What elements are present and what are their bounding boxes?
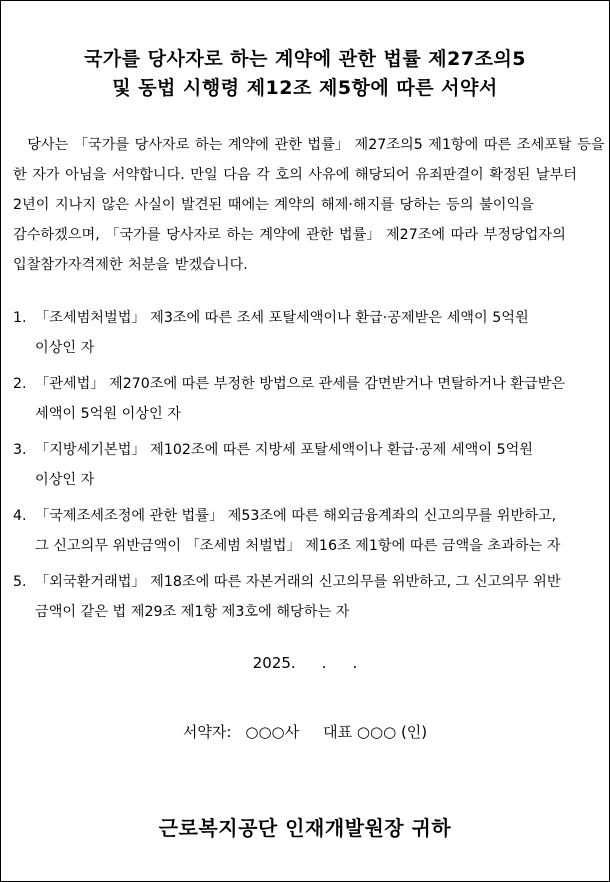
intro-line-3: 2년이 지나지 않은 사실이 발견된 때에는 계약의 해제·해지를 당하는 등의 불이익을 bbox=[13, 197, 534, 213]
signer-label: 서약자: bbox=[182, 723, 232, 741]
date-day-dot: . bbox=[352, 654, 358, 672]
item-number: 2. bbox=[13, 376, 27, 392]
intro-line-4: 감수하겠으며, 「국가를 당사자로 하는 계약에 관한 법률」 제27조에 따라 부정당업자의 bbox=[13, 227, 566, 243]
title-line-2: 및 동법 시행령 제12조 제5항에 따른 서약서 bbox=[112, 77, 498, 99]
intro-line-2: 한 자가 아님을 서약합니다. 만일 다음 각 호의 사유에 해당되어 유죄판결이 확정된 날부터 bbox=[13, 167, 578, 183]
signer-line bbox=[1, 720, 609, 744]
recipient-line: 근로복지공단 인재개발원장 귀하 bbox=[158, 816, 452, 840]
item-line: 「외국환거래법」 제18조에 따른 자본거래의 신고의무를 위반하고, 그 신고의무 위반 bbox=[35, 574, 561, 590]
list-item bbox=[13, 369, 597, 429]
item-number: 5. bbox=[13, 574, 27, 590]
item-number: 1. bbox=[13, 310, 27, 326]
item-line: 「지방세기본법」 제102조에 따른 지방세 포탈세액이나 환급·공제 세액이 5억원 bbox=[35, 442, 534, 458]
item-line: 그 신고의무 위반금액이 「조세범 처벌법」 제16조 제1항에 따른 금액을 초과하는 자 bbox=[35, 538, 561, 554]
condition-list bbox=[13, 303, 597, 633]
seal-mark: (인) bbox=[400, 723, 428, 741]
item-text bbox=[35, 567, 597, 627]
document-title bbox=[1, 45, 609, 103]
item-number: 4. bbox=[13, 508, 27, 524]
list-item bbox=[13, 303, 597, 363]
intro-line-5: 입찰참가자격제한 처분을 받겠습니다. bbox=[13, 257, 248, 273]
item-text bbox=[35, 303, 597, 363]
item-text bbox=[35, 501, 597, 561]
date-year: 2025. bbox=[252, 654, 296, 672]
signer-company: ○○○사 bbox=[245, 723, 300, 741]
item-line: 「관세법」 제270조에 따른 부정한 방법으로 관세를 감면받거나 면탈하거나 환급받은 bbox=[35, 376, 566, 392]
representative-name: ○○○ bbox=[356, 723, 397, 741]
date-month-dot: . bbox=[321, 654, 327, 672]
list-item bbox=[13, 435, 597, 495]
item-text bbox=[35, 369, 597, 429]
intro-line-1 bbox=[13, 130, 605, 160]
list-item bbox=[13, 567, 597, 627]
item-text bbox=[35, 435, 597, 495]
item-line: 「조세범처벌법」 제3조에 따른 조세 포탈세액이나 환급·공제받은 세액이 5억원 bbox=[35, 310, 529, 326]
item-line: 세액이 5억원 이상인 자 bbox=[35, 406, 181, 422]
pledge-date bbox=[1, 651, 609, 675]
representative-label: 대표 bbox=[323, 723, 353, 741]
list-item bbox=[13, 501, 597, 561]
title-line-1: 국가를 당사자로 하는 계약에 관한 법률 제27조의5 bbox=[83, 48, 527, 70]
item-line: 「국제조세조정에 관한 법률」 제53조에 따른 해외금융계좌의 신고의무를 위반하고, bbox=[35, 508, 557, 524]
item-number: 3. bbox=[13, 442, 27, 458]
intro-line-1-text: 당사는 「국가를 당사자로 하는 계약에 관한 법률」 제27조의5 제1항에 따른 조세포탈 등을 bbox=[27, 137, 605, 153]
item-line: 이상인 자 bbox=[35, 340, 95, 356]
item-line: 금액이 같은 법 제29조 제1항 제3호에 해당하는 자 bbox=[35, 604, 350, 620]
item-line: 이상인 자 bbox=[35, 472, 95, 488]
intro-paragraph bbox=[13, 130, 605, 280]
